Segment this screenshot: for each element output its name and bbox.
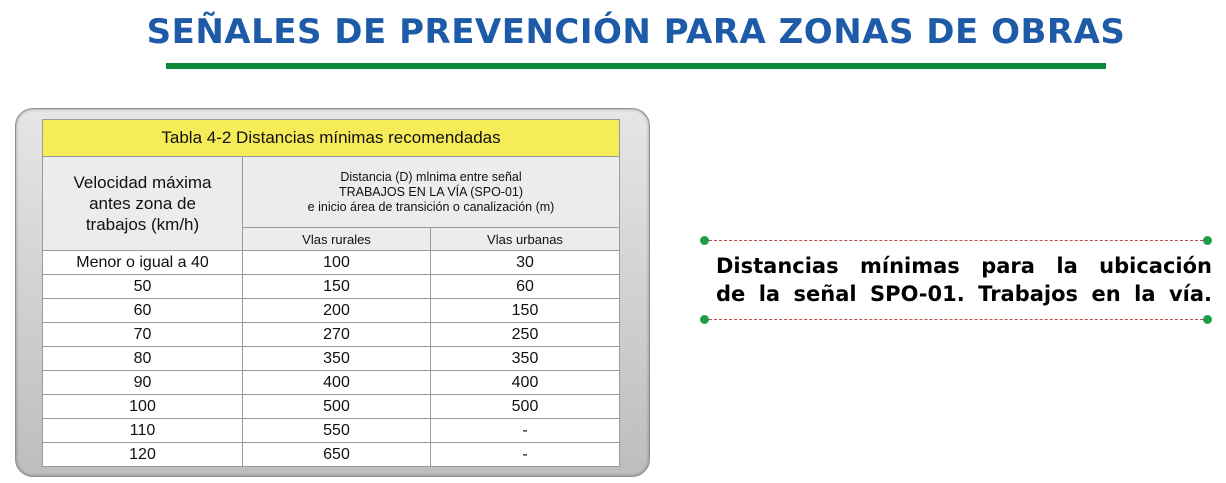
table-row [43,323,620,347]
rural-distance-cell: 650 [243,443,431,467]
side-note [700,232,1212,328]
rural-distance-cell: 200 [243,299,431,323]
speed-cell: 100 [43,395,243,419]
table-row [43,251,620,275]
divider-endpoint-dot [1203,315,1212,324]
note-text [716,252,1212,308]
urban-distance-cell: 500 [431,395,620,419]
speed-cell: 70 [43,323,243,347]
urban-distance-cell: - [431,443,620,467]
urban-distance-cell: 150 [431,299,620,323]
speed-cell: 90 [43,371,243,395]
urban-distance-cell: 350 [431,347,620,371]
distance-header-line: TRABAJOS EN LA VÍA (SPO-01) [338,184,524,199]
distance-header-line: e inicio área de transición o canalización (m) [307,199,555,214]
speed-column-header [43,157,243,251]
title-underline [166,63,1106,69]
speed-cell: 50 [43,275,243,299]
table-row [43,275,620,299]
table-row [43,395,620,419]
rural-distance-cell: 550 [243,419,431,443]
speed-cell: 120 [43,443,243,467]
urban-distance-cell: - [431,419,620,443]
urban-roads-header: Vlas urbanas [431,228,620,251]
speed-header-line: Velocidad máxima [73,173,212,192]
table-row [43,299,620,323]
distance-header-line: Distancia (D) mlnima entre señal [340,169,522,184]
speed-header-line: trabajos (km/h) [85,215,200,234]
rural-distance-cell: 350 [243,347,431,371]
distance-column-header [243,157,620,228]
divider-endpoint-dot [1203,236,1212,245]
page-title: SEÑALES DE PREVENCIÓN PARA ZONAS DE OBRAS [146,12,1126,52]
table-row [43,443,620,467]
speed-cell: 80 [43,347,243,371]
distance-table [42,119,620,467]
rural-roads-header: Vlas rurales [243,228,431,251]
bottom-dashed-divider [704,319,1208,320]
speed-header-line: antes zona de [89,194,196,213]
urban-distance-cell: 30 [431,251,620,275]
table-row [43,371,620,395]
urban-distance-cell: 400 [431,371,620,395]
rural-distance-cell: 500 [243,395,431,419]
table-row [43,347,620,371]
speed-cell: 110 [43,419,243,443]
rural-distance-cell: 150 [243,275,431,299]
note-line: de la señal SPO-01. Trabajos en la vía. [716,282,1212,306]
divider-endpoint-dot [700,315,709,324]
note-line: Distancias mínimas para la ubicación [716,254,1212,278]
divider-endpoint-dot [700,236,709,245]
rural-distance-cell: 270 [243,323,431,347]
urban-distance-cell: 60 [431,275,620,299]
table-caption: Tabla 4-2 Distancias mínimas recomendadas [43,120,620,157]
speed-cell: Menor o igual a 40 [43,251,243,275]
rural-distance-cell: 100 [243,251,431,275]
speed-cell: 60 [43,299,243,323]
rural-distance-cell: 400 [243,371,431,395]
table-row [43,419,620,443]
urban-distance-cell: 250 [431,323,620,347]
top-dashed-divider [704,240,1208,241]
